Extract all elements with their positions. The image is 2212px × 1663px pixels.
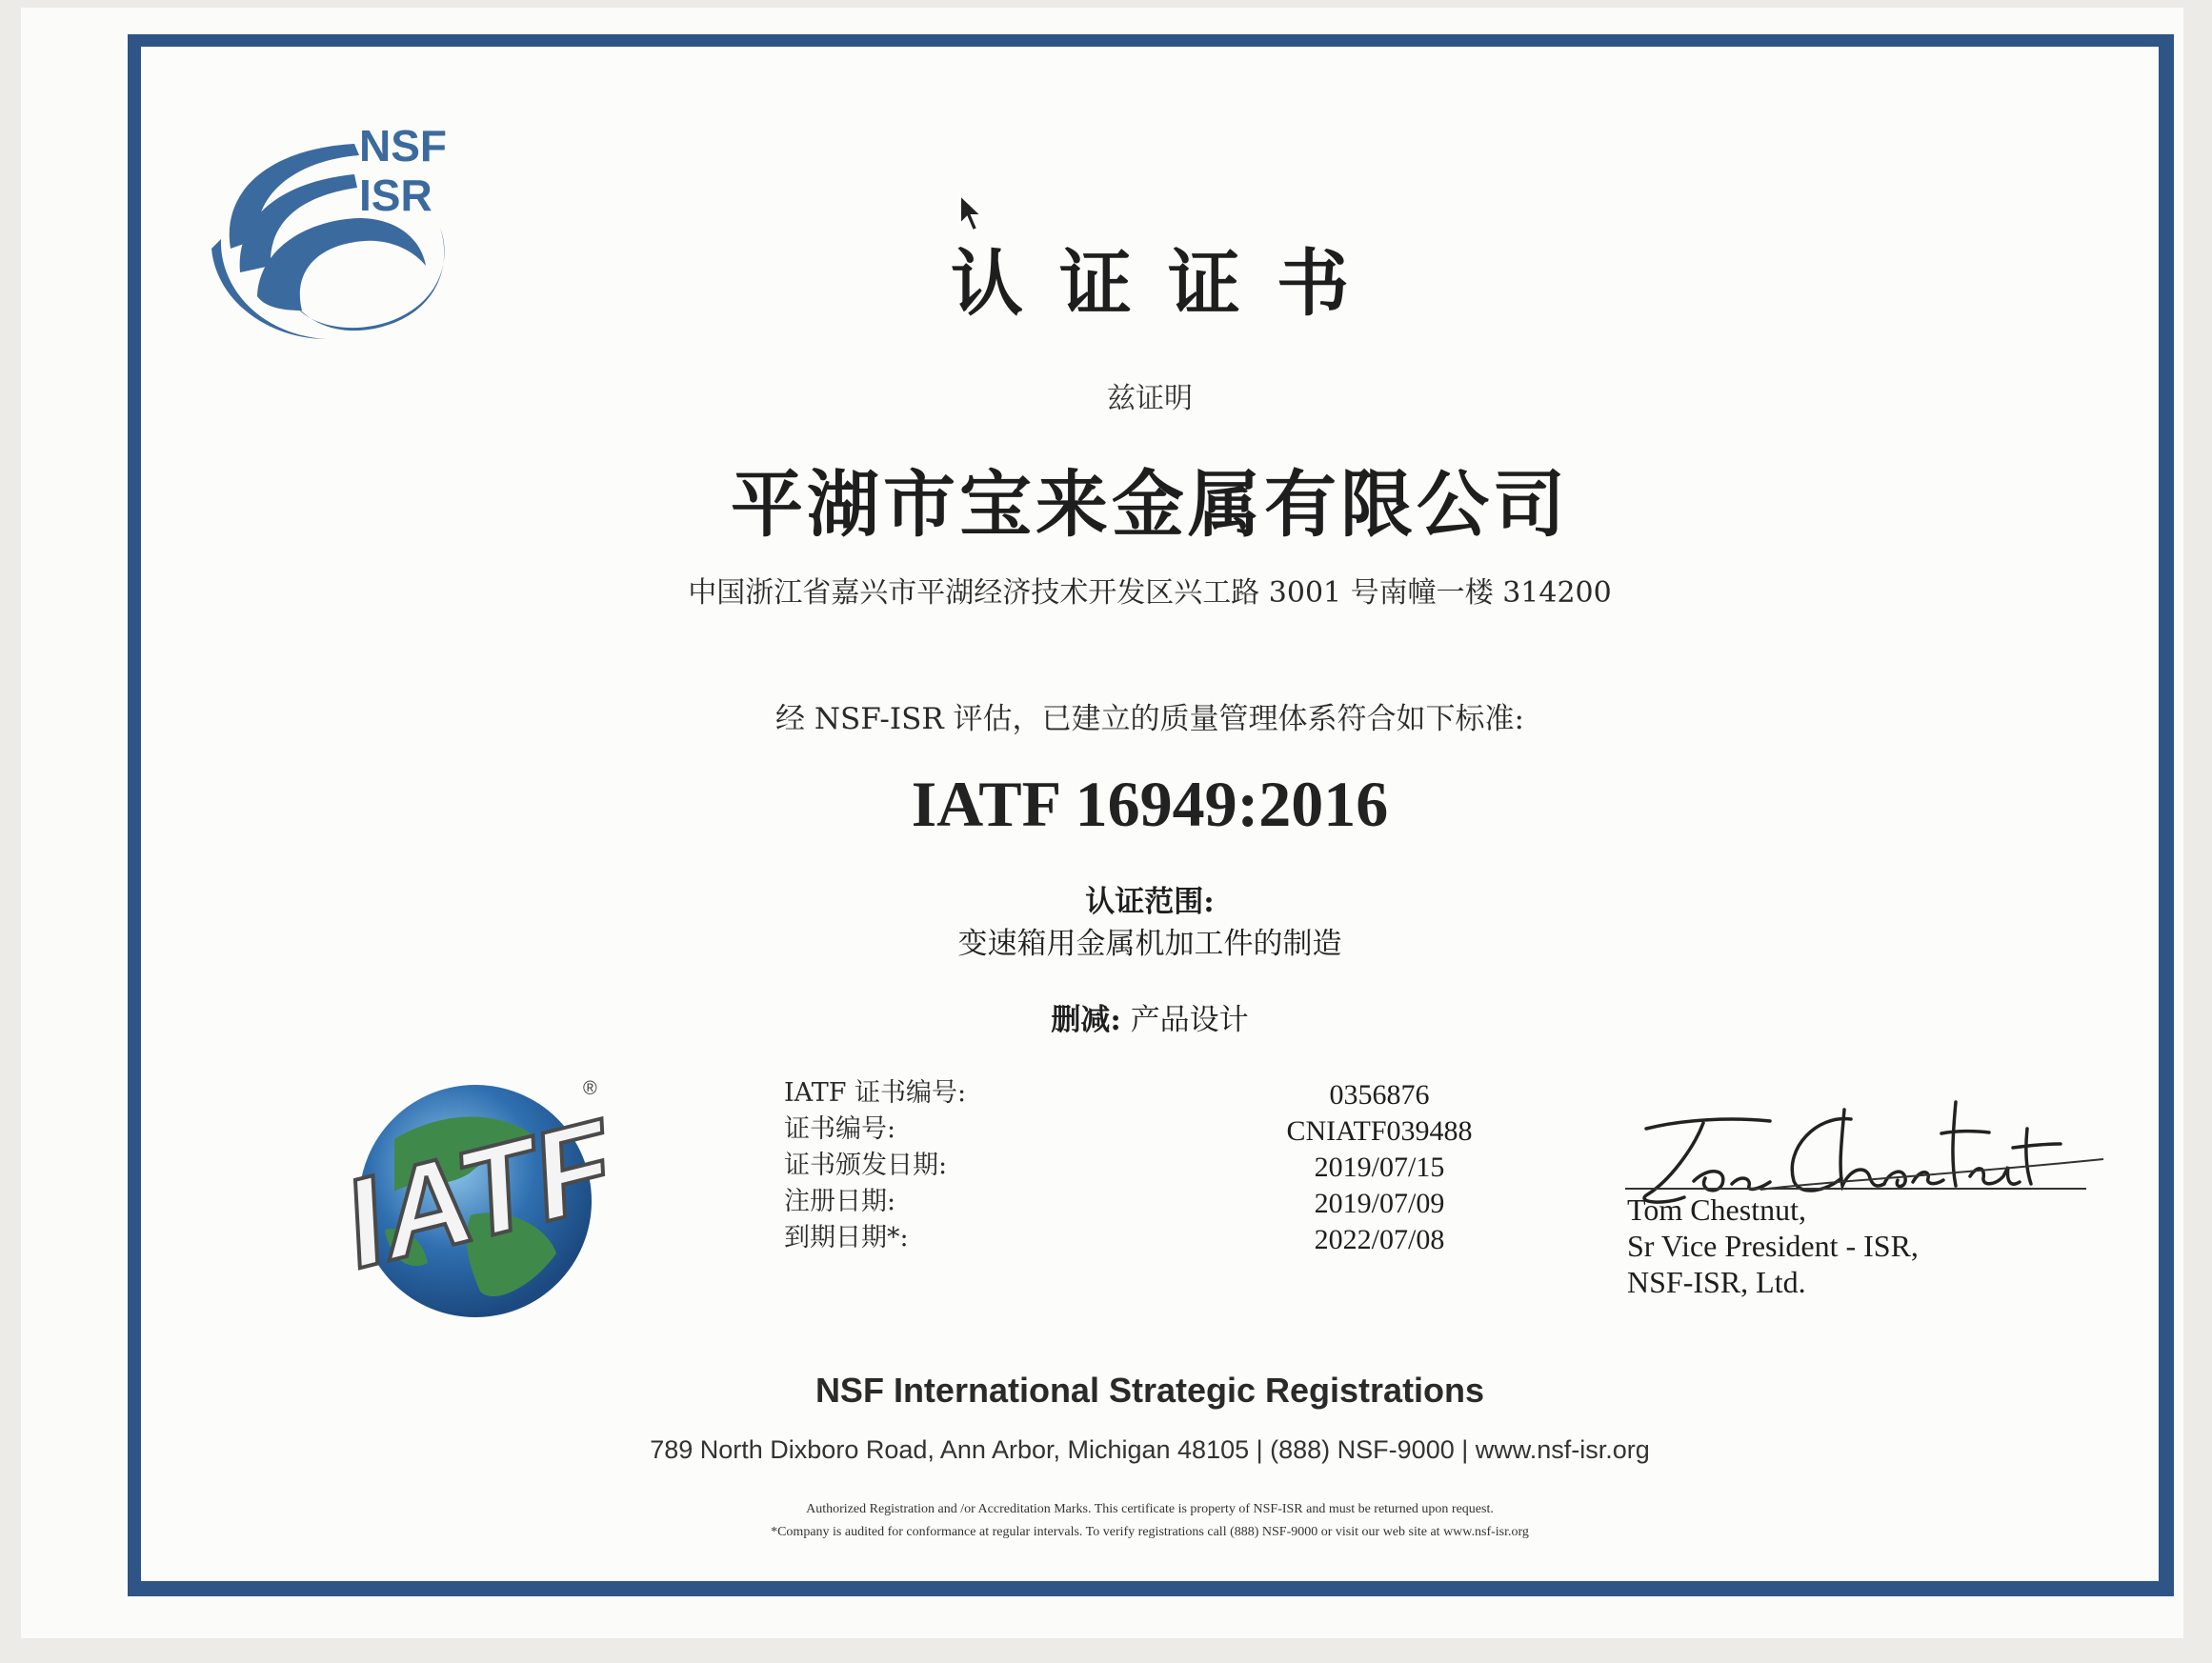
iatf-globe-logo — [328, 1049, 613, 1334]
detail-label-issue-date: 证书颁发日期: — [784, 1151, 948, 1180]
fine-print-audit: *Company is audited for conformance at regular intervals. To verify registrations call (888) NSF-9000 or visit our web site at www.nsf-isr.org — [771, 1525, 1529, 1539]
certificate-paper — [21, 8, 2183, 1638]
issuing-organization: NSF International Strategic Registrations — [814, 1371, 1485, 1410]
exclusion-value: 产品设计 — [1130, 1003, 1249, 1037]
exclusion-line — [141, 995, 2159, 1038]
detail-value-iatf-number: 0356876 — [1329, 1079, 1430, 1111]
scope-label: 认证范围: — [1085, 885, 1215, 919]
fine-print-authorized: Authorized Registration and /or Accreditation Marks. This certificate is property of NSF-ISR and must be returned upon request. — [806, 1502, 1494, 1516]
hereby-text: 兹证明 — [1107, 382, 1193, 415]
iatf-logo-text: IATF — [330, 1092, 613, 1294]
signer-title: Sr Vice President - ISR, — [1627, 1229, 1919, 1263]
assessment-statement: 经 NSF-ISR 评估，已建立的质量管理体系符合如下标准: — [775, 702, 1524, 736]
company-name: 平湖市宝来金属有限公司 — [731, 462, 1569, 547]
signature-line — [1625, 1188, 2086, 1190]
certificate-title: 认证证书 — [951, 241, 1385, 326]
nsf-logo-text: NSF — [359, 121, 447, 170]
signer-block — [1627, 1192, 1919, 1300]
detail-label-cert-number: 证书编号: — [784, 1114, 896, 1144]
scope-value: 变速箱用金属机加工件的制造 — [957, 927, 1342, 961]
exclusion-label: 删减: — [1051, 1003, 1121, 1037]
detail-label-expiry-date: 到期日期*: — [784, 1223, 909, 1252]
organization-address: 789 North Dixboro Road, Ann Arbor, Michigan 48105 | (888) NSF-9000 | www.nsf-isr.org — [650, 1435, 1650, 1464]
detail-value-issue-date: 2019/07/15 — [1314, 1152, 1445, 1183]
detail-value-expiry-date: 2022/07/08 — [1314, 1224, 1445, 1255]
detail-label-registration-date: 注册日期: — [784, 1187, 896, 1216]
registered-mark-icon: ® — [583, 1078, 597, 1099]
detail-value-registration-date: 2019/07/09 — [1314, 1188, 1445, 1219]
company-address: 中国浙江省嘉兴市平湖经济技术开发区兴工路 3001 号南幢一楼 314200 — [688, 576, 1612, 610]
standard-name: IATF 16949:2016 — [911, 768, 1389, 840]
detail-label-iatf-number: IATF 证书编号: — [784, 1078, 967, 1108]
signer-company: NSF-ISR, Ltd. — [1627, 1265, 1806, 1299]
certificate-border — [128, 34, 2174, 1596]
signer-name: Tom Chestnut, — [1627, 1192, 1806, 1227]
detail-value-cert-number: CNIATF039488 — [1286, 1115, 1473, 1147]
isr-logo-text: ISR — [359, 170, 432, 220]
